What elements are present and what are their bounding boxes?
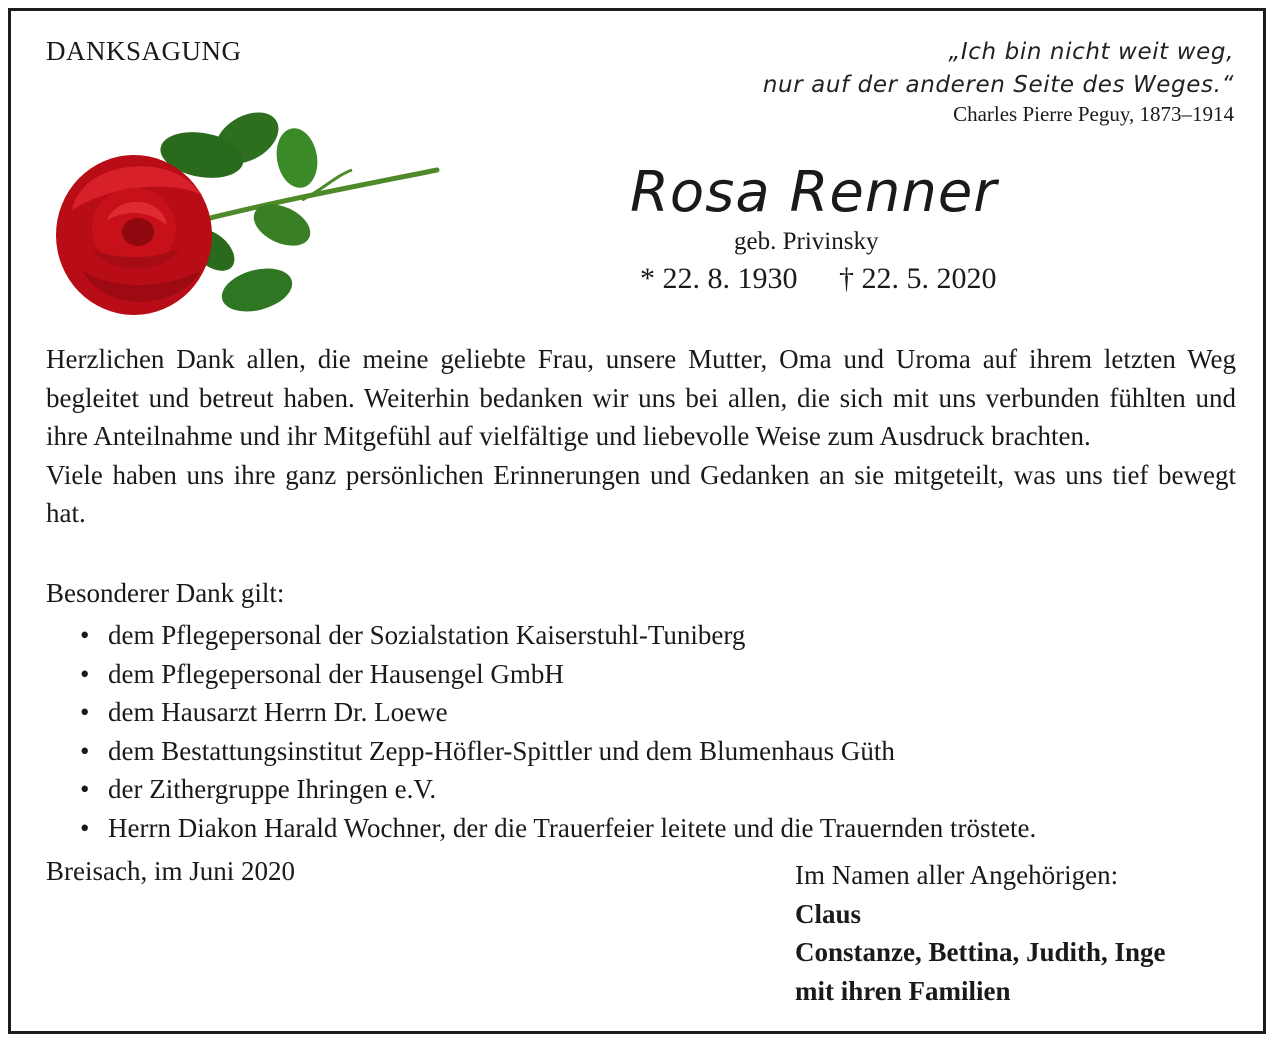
signature-block [795, 856, 1166, 1010]
bullet-icon: • [80, 735, 90, 766]
quote-line-2: nur auf der anderen Seite des Weges.“ [762, 72, 1234, 98]
list-item-text: dem Hausarzt Herrn Dr. Loewe [108, 697, 448, 727]
signature-name: Claus [795, 898, 862, 929]
special-thanks-list [80, 616, 1036, 847]
signature-families: mit ihren Familien [795, 975, 1011, 1006]
thanks-text [46, 340, 1236, 533]
bullet-icon: • [80, 620, 90, 650]
place-and-date: Breisach, im Juni 2020 [46, 856, 295, 886]
list-item [80, 770, 1036, 809]
deceased-name: Rosa Renner [630, 160, 998, 225]
list-item [80, 616, 1036, 655]
birth-name: geb. Privinsky [734, 228, 879, 255]
list-item-text: der Zithergruppe Ihringen e.V. [108, 774, 437, 804]
signature-names: Constanze, Bettina, Judith, Inge [795, 937, 1166, 967]
quote-author: Charles Pierre Peguy, 1873–1914 [953, 102, 1234, 126]
paragraph: Herzlichen Dank allen, die meine geliebte Frau, unsere Mutter, Oma und Uroma auf ihrem letzten Weg begleitet und betreut haben. Weiterhin bedanken wir uns bei allen, die sich mit uns verbunden fühlten und ihre Anteilnahme und ihr Mitgefühl auf vielfältige und liebevolle Weise zum Ausdruck brachten. [46, 344, 1236, 451]
paragraph: Viele haben uns ihre ganz persönlichen Erinnerungen und Gedanken an sie mitgeteilt, was uns tief bewegt hat. [46, 459, 1236, 528]
birth-date: * 22. 8. 1930 [640, 262, 798, 295]
quote [763, 36, 1234, 102]
list-item [80, 809, 1036, 848]
page-title: DANKSAGUNG [46, 36, 242, 66]
list-item [80, 655, 1036, 694]
bullet-icon: • [80, 774, 90, 804]
list-item-text: dem Bestattungsinstitut Zepp-Höfler-Spittler und dem Blumenhaus Güth [108, 735, 895, 766]
special-thanks-heading: Besonderer Dank gilt: [46, 578, 285, 608]
bullet-icon: • [80, 697, 90, 727]
life-dates [640, 262, 1031, 296]
signature-intro: Im Namen aller Angehörigen: [795, 860, 1119, 890]
list-item-text: dem Pflegepersonal der Hausengel GmbH [108, 658, 564, 689]
death-date: † 22. 5. 2020 [839, 262, 997, 295]
list-item-text: Herrn Diakon Harald Wochner, der die Trauerfeier leitete und die Trauernden tröstete. [108, 812, 1037, 843]
bullet-icon: • [80, 658, 90, 689]
list-item [80, 693, 1036, 732]
quote-line-1: „Ich bin nicht weit weg, [948, 39, 1234, 65]
red-rose-icon [52, 100, 442, 320]
list-item [80, 732, 1036, 771]
list-item-text: dem Pflegepersonal der Sozialstation Kaiserstuhl-Tuniberg [108, 620, 746, 650]
bullet-icon: • [80, 812, 90, 843]
